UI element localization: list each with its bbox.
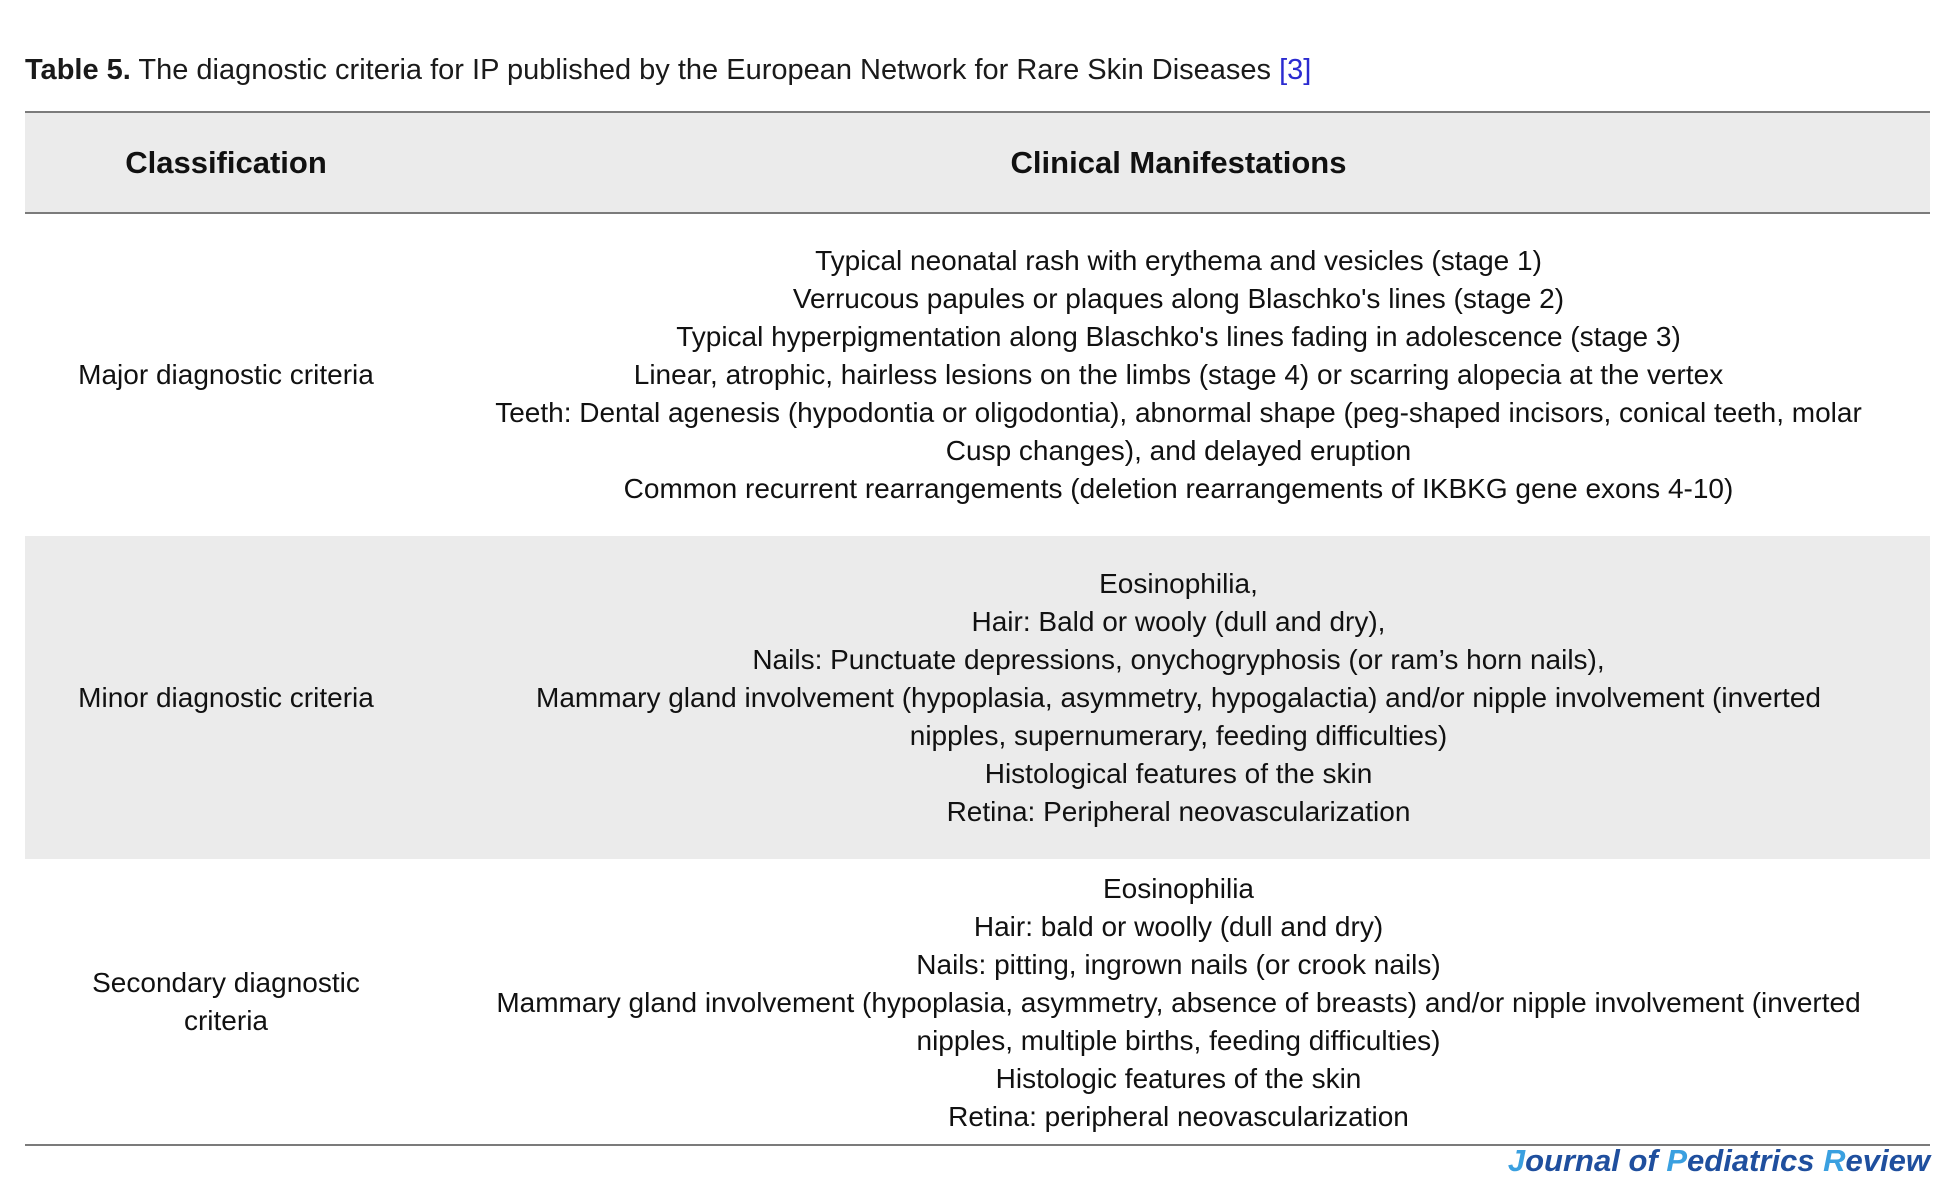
journal-logo-part: ournal of	[1525, 1143, 1667, 1178]
header-classification: Classification	[25, 112, 427, 213]
manifestation-line: Teeth: Dental agenesis (hypodontia or oligodontia), abnormal shape (peg-shaped incisors, conical teeth, molar	[495, 397, 1862, 428]
manifestations-cell	[427, 859, 1930, 1145]
header-clinical-manifestations: Clinical Manifestations	[427, 112, 1930, 213]
journal-logo-part: P	[1666, 1143, 1688, 1178]
journal-logo-part: eview	[1845, 1143, 1930, 1178]
manifestation-line: Hair: bald or woolly (dull and dry)	[973, 911, 1384, 942]
manifestations-cell	[427, 536, 1930, 859]
classification-cell: Minor diagnostic criteria	[78, 681, 374, 713]
manifestation-line: Typical hyperpigmentation along Blaschko's lines fading in adolescence (stage 3)	[676, 321, 1681, 352]
manifestation-line: Verrucous papules or plaques along Blaschko's lines (stage 2)	[792, 283, 1565, 314]
caption-reference-link[interactable]: [3]	[1279, 54, 1312, 86]
manifestation-line: Linear, atrophic, hairless lesions on the limbs (stage 4) or scarring alopecia at the vertex	[633, 359, 1724, 390]
table-row-minor	[25, 536, 1930, 859]
classification-cell: Secondary diagnostic criteria	[92, 966, 360, 1036]
classification-cell: Major diagnostic criteria	[78, 359, 374, 390]
manifestation-line: Retina: Peripheral neovascularization	[946, 795, 1411, 827]
manifestation-line: nipples, multiple births, feeding difficulties)	[916, 1025, 1441, 1056]
manifestation-line: Histologic features of the skin	[995, 1063, 1362, 1094]
manifestation-line: Hair: Bald or wooly (dull and dry),	[971, 605, 1386, 637]
table-caption	[25, 50, 1311, 90]
document-page	[25, 0, 1930, 1196]
manifestation-line: Typical neonatal rash with erythema and vesicles (stage 1)	[815, 245, 1542, 276]
journal-logo-part: R	[1823, 1143, 1846, 1178]
journal-logo	[1508, 1143, 1930, 1179]
manifestation-line: Common recurrent rearrangements (deletion rearrangements of IKBKG gene exons 4-10)	[623, 473, 1734, 504]
table-row-secondary	[25, 859, 1930, 1145]
manifestation-line: Mammary gland involvement (hypoplasia, asymmetry, absence of breasts) and/or nipple involvement (inverted	[496, 987, 1861, 1018]
manifestation-line: Histological features of the skin	[984, 757, 1373, 789]
criteria-table	[25, 111, 1930, 1146]
manifestation-line: Nails: Punctuate depressions, onychogryphosis (or ram’s horn nails),	[752, 643, 1605, 675]
journal-logo-part: J	[1507, 1143, 1526, 1178]
manifestation-line: Cusp changes), and delayed eruption	[945, 435, 1412, 466]
journal-logo-part: ediatrics	[1687, 1143, 1824, 1178]
manifestation-line: Retina: peripheral neovascularization	[948, 1101, 1409, 1132]
caption-label: Table 5.	[25, 54, 131, 86]
manifestation-line: Eosinophilia,	[1099, 567, 1258, 599]
manifestations-cell	[427, 213, 1930, 536]
manifestation-line: nipples, supernumerary, feeding difficulties)	[909, 719, 1448, 751]
table-header-row	[25, 112, 1930, 213]
manifestation-line: Nails: pitting, ingrown nails (or crook nails)	[916, 949, 1441, 980]
table-row-major	[25, 213, 1930, 536]
manifestation-line: Mammary gland involvement (hypoplasia, asymmetry, hypogalactia) and/or nipple involvement (inverted	[536, 681, 1821, 713]
caption-text: The diagnostic criteria for IP published by the European Network for Rare Skin Diseases	[130, 54, 1280, 86]
manifestation-line: Eosinophilia	[1103, 873, 1254, 904]
